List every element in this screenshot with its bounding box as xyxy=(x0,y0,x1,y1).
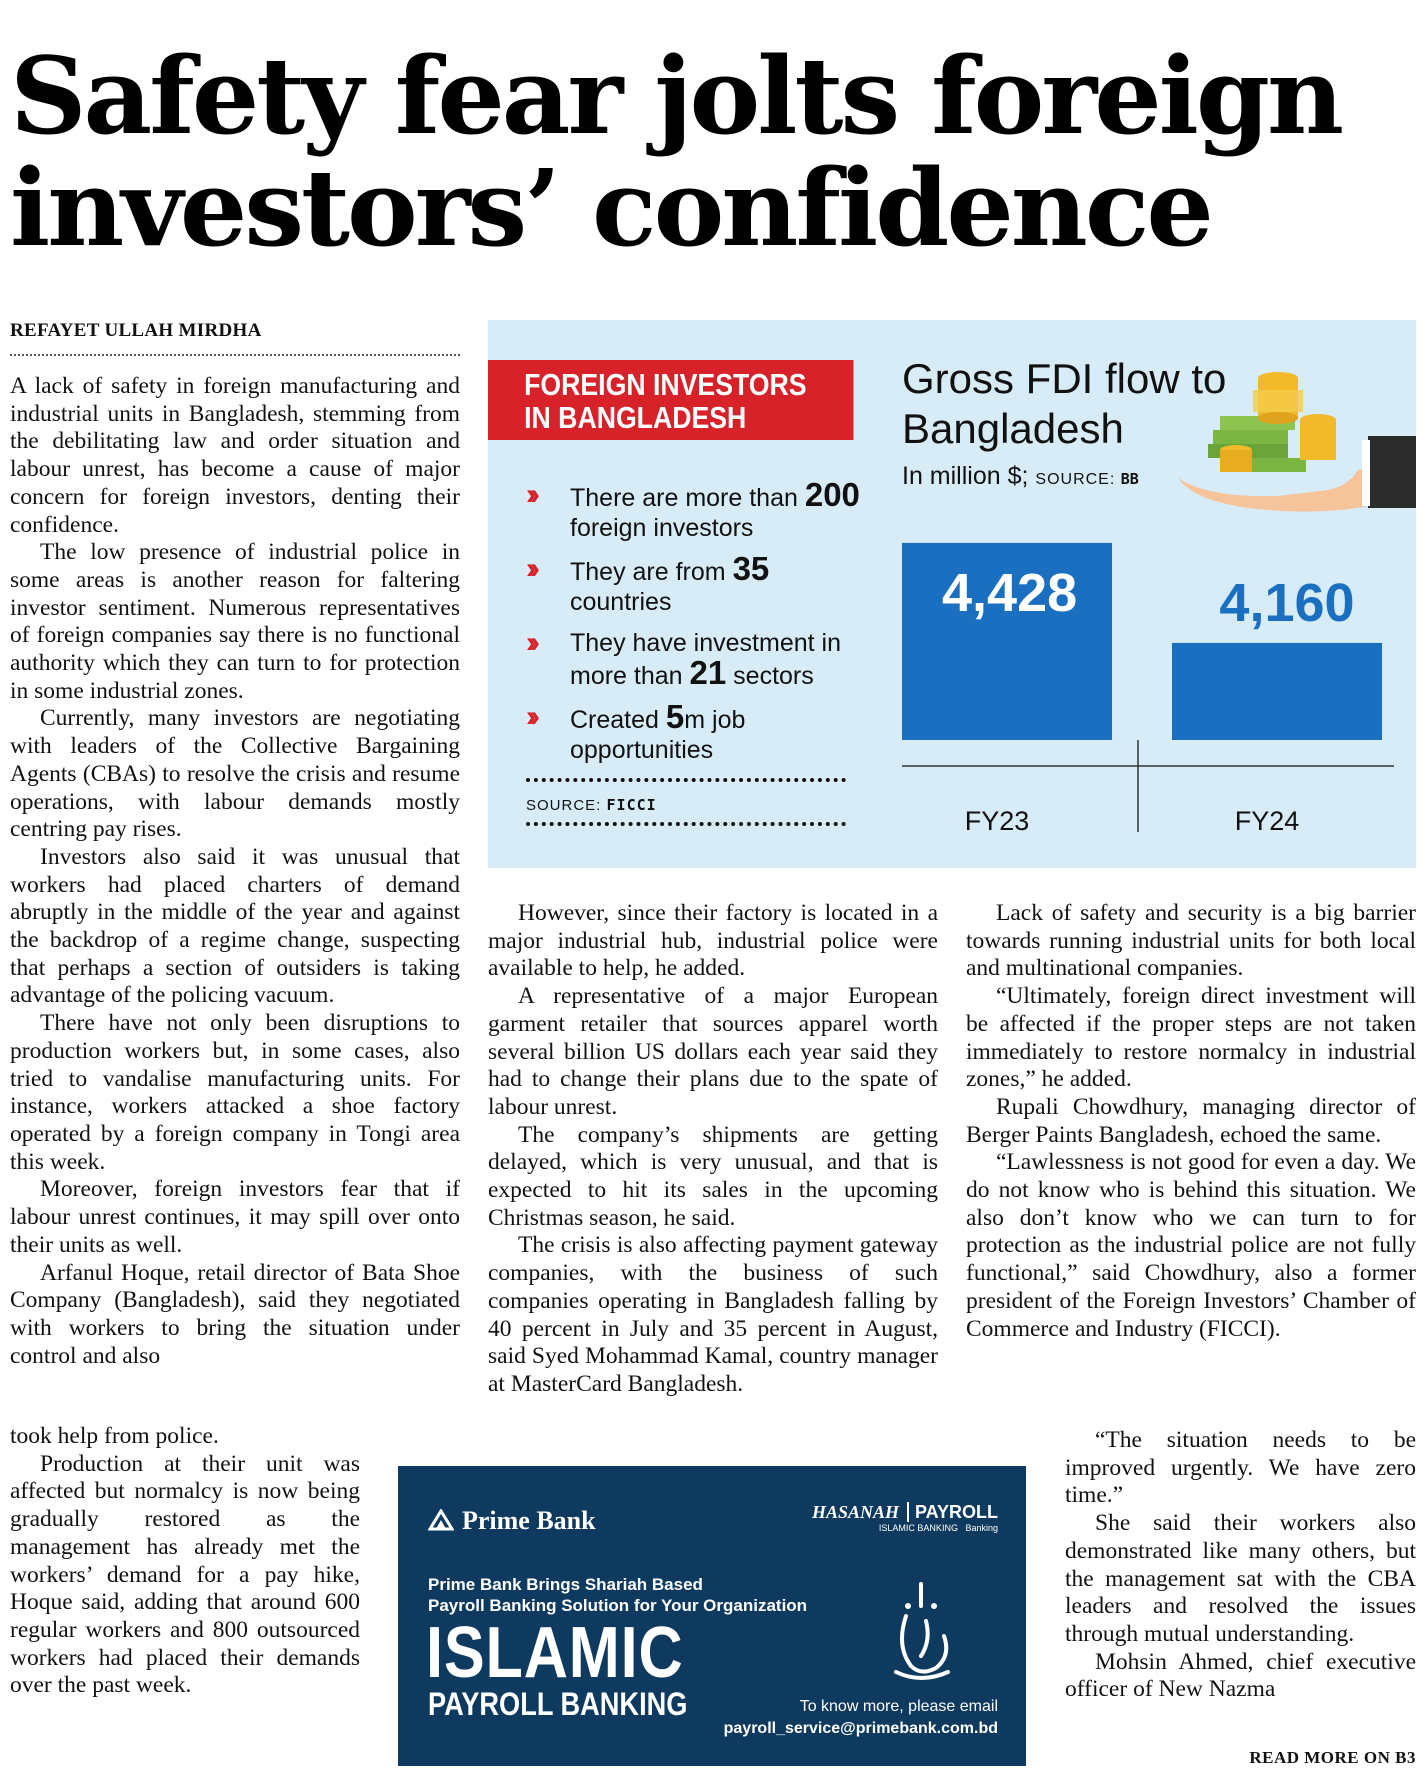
chart-title-line-1: Gross FDI flow to xyxy=(902,355,1227,402)
source-label: SOURCE: xyxy=(526,797,607,814)
paragraph: A lack of safety in foreign manufacturing and industrial units in Bangladesh, stemming from the debilitating law and order situation and labour unrest, has become a cause of major concern for foreign investors, denting their confidence. xyxy=(10,373,460,538)
chart-source-label: SOURCE: xyxy=(1035,471,1121,488)
money-hand-icon xyxy=(1178,372,1416,512)
payroll-sub: Banking xyxy=(965,1523,998,1533)
ad-tagline-line-1: Prime Bank Brings Shariah Based xyxy=(428,1575,703,1594)
double-chevron-icon: ›› xyxy=(526,552,534,585)
paragraph: Investors also said it was unusual that workers had placed charters of demand abruptly in the middle of the year and against the backdrop of a regime change, suspecting that perhaps a section of outsiders is taking advantage of the policing vacuum. xyxy=(10,843,460,1009)
ad-partner-logos xyxy=(812,1502,998,1533)
article-column-3-continued xyxy=(1065,1427,1416,1704)
double-chevron-icon: ›› xyxy=(526,478,534,511)
paragraph: There have not only been disruptions to production workers but, in some cases, also tried to vandalise manufacturing units. For instance, workers attacked a shoe factory operated by a foreign company in Tongi area this week. xyxy=(10,1010,460,1175)
ad-brand xyxy=(428,1506,596,1536)
paragraph: The low presence of industrial police in some areas is another reason for faltering investor sentiment. Numerous representatives of foreign companies say there is no functional authority which they can turn to for protection in some industrial zones. xyxy=(10,539,460,704)
paragraph: Mohsin Ahmed, chief executive officer of New Nazma xyxy=(1065,1648,1416,1703)
prime-bank-ad[interactable] xyxy=(398,1466,1026,1766)
ad-contact-email[interactable]: payroll_service@primebank.com.bd xyxy=(723,1720,998,1737)
byline-divider xyxy=(10,354,460,356)
chart-source-value: BB xyxy=(1120,470,1139,488)
paragraph: She said their workers also demonstrated like many others, but the management sat with the CBA leaders and resolved the issues through mutual understanding. xyxy=(1065,1510,1416,1647)
headline xyxy=(10,33,1410,270)
headline-line-1: Safety fear jolts foreign xyxy=(10,33,1342,158)
hasanah-logo: HASANAH xyxy=(812,1502,909,1522)
infographic xyxy=(488,320,1416,868)
fact-text: There are more than xyxy=(570,484,805,512)
ad-contact-label: To know more, please email xyxy=(799,1698,998,1715)
fact-number: 21 xyxy=(689,654,727,691)
info-banner-line-1: FOREIGN INVESTORS xyxy=(524,367,807,402)
article-column-2 xyxy=(488,900,938,1399)
source-value: FICCI xyxy=(606,796,657,814)
fact-text: sectors xyxy=(726,662,814,690)
fact-text: They have investment in more than xyxy=(570,629,841,690)
unit-label: In million $; xyxy=(902,462,1036,490)
byline: REFAYET ULLAH MIRDHA xyxy=(10,320,262,341)
paragraph: “Ultimately, foreign direct investment will be affected if the proper steps are not taken immediately to restore normalcy in industrial zones,” he added. xyxy=(966,983,1416,1093)
ad-brand-name: Prime Bank xyxy=(462,1506,596,1535)
paragraph: Arfanul Hoque, retail director of Bata Shoe Company (Bangladesh), said they negotiated with workers to bring the situation under control and also xyxy=(10,1259,460,1369)
double-chevron-icon: ›› xyxy=(526,626,534,659)
fact-number: 200 xyxy=(804,476,860,513)
fact-text: countries xyxy=(570,588,672,616)
paragraph: Currently, many investors are negotiating with leaders of the Collective Bargaining Agents (CBAs) to resolve the crisis and resume operations, with labour demands mostly centring pay rises. xyxy=(10,705,460,843)
paragraph: Production at their unit was affected but normalcy is now being gradually restored as the management has already met the workers’ demand for a pay hike, Hoque said, adding that around 600 regular workers and 800 outsourced workers had placed their demands over the past week. xyxy=(10,1450,360,1699)
category-label: FY24 xyxy=(1234,806,1300,836)
bar-fy24 xyxy=(1172,643,1382,740)
prime-bank-logo-icon xyxy=(428,1509,454,1531)
paragraph: Lack of safety and security is a big barrier towards running industrial units for both local and multinational companies. xyxy=(966,900,1416,982)
fact-text: Created xyxy=(570,706,666,734)
paragraph: took help from police. xyxy=(10,1423,219,1449)
ad-contact xyxy=(724,1696,998,1740)
fdi-bar-chart xyxy=(488,320,1416,868)
read-more-link[interactable]: READ MORE ON B3 xyxy=(1249,1748,1416,1767)
headline-line-2: investors’ confidence xyxy=(10,145,1211,270)
fact-number: 35 xyxy=(732,550,770,587)
chart-title-line-2: Bangladesh xyxy=(902,405,1124,452)
info-banner-line-2: IN BANGLADESH xyxy=(524,400,747,435)
paragraph: Moreover, foreign investors fear that if labour unrest continues, it may spill over onto their units as well. xyxy=(10,1176,460,1258)
paragraph: However, since their factory is located in a major industrial hub, industrial police were available to help, he added. xyxy=(488,900,938,982)
article-column-1 xyxy=(10,373,460,1370)
fact-text: m job opportunities xyxy=(570,706,746,764)
ad-tagline-line-2: Payroll Banking Solution for Your Organization xyxy=(428,1596,808,1615)
ad-subheadline: PAYROLL BANKING xyxy=(428,1686,688,1722)
paragraph: The company’s shipments are getting delayed, which is very unusual, and that is expected to hit its sales in the upcoming Christmas season, he said. xyxy=(488,1121,938,1231)
bar-value-label: 4,428 xyxy=(942,562,1078,623)
paragraph: “The situation needs to be improved urgently. We have zero time.” xyxy=(1065,1427,1416,1509)
bar-value-label: 4,160 xyxy=(1219,572,1355,633)
ad-headline: ISLAMIC xyxy=(426,1613,684,1693)
paragraph: Rupali Chowdhury, managing director of Berger Paints Bangladesh, echoed the same. xyxy=(966,1093,1416,1148)
payroll-logo: PAYROLL xyxy=(914,1502,998,1522)
double-chevron-icon: ›› xyxy=(526,700,534,733)
article-column-3 xyxy=(966,900,1416,1343)
article-column-1-continued xyxy=(10,1423,360,1700)
paragraph: The crisis is also affecting payment gateway companies, with the business of such companies operating in Bangladesh falling by 40 percent in July and 35 percent in August, said Syed Mohammad Kamal, country manager at MasterCard Bangladesh. xyxy=(488,1232,938,1397)
fact-text: They are from xyxy=(570,558,733,586)
fact-number: 5 xyxy=(665,698,685,735)
paragraph: “Lawlessness is not good for even a day. We do not know who is behind this situation. We also don’t know who we can turn to for protection as the industrial police are not fully functional,” said Chowdhury, also a former president of the Foreign Investors’ Chamber of Commerce and Industry (FICCI). xyxy=(966,1149,1416,1342)
arabic-calligraphy-icon xyxy=(876,1576,966,1686)
ad-tagline xyxy=(428,1574,807,1616)
paragraph: A representative of a major European garment retailer that sources apparel worth several billion US dollars each year said they had to change their plans due to the spate of labour unrest. xyxy=(488,983,938,1120)
fact-text: foreign investors xyxy=(570,514,754,542)
category-label: FY23 xyxy=(964,806,1030,836)
hasanah-sub: ISLAMIC BANKING xyxy=(878,1523,958,1533)
